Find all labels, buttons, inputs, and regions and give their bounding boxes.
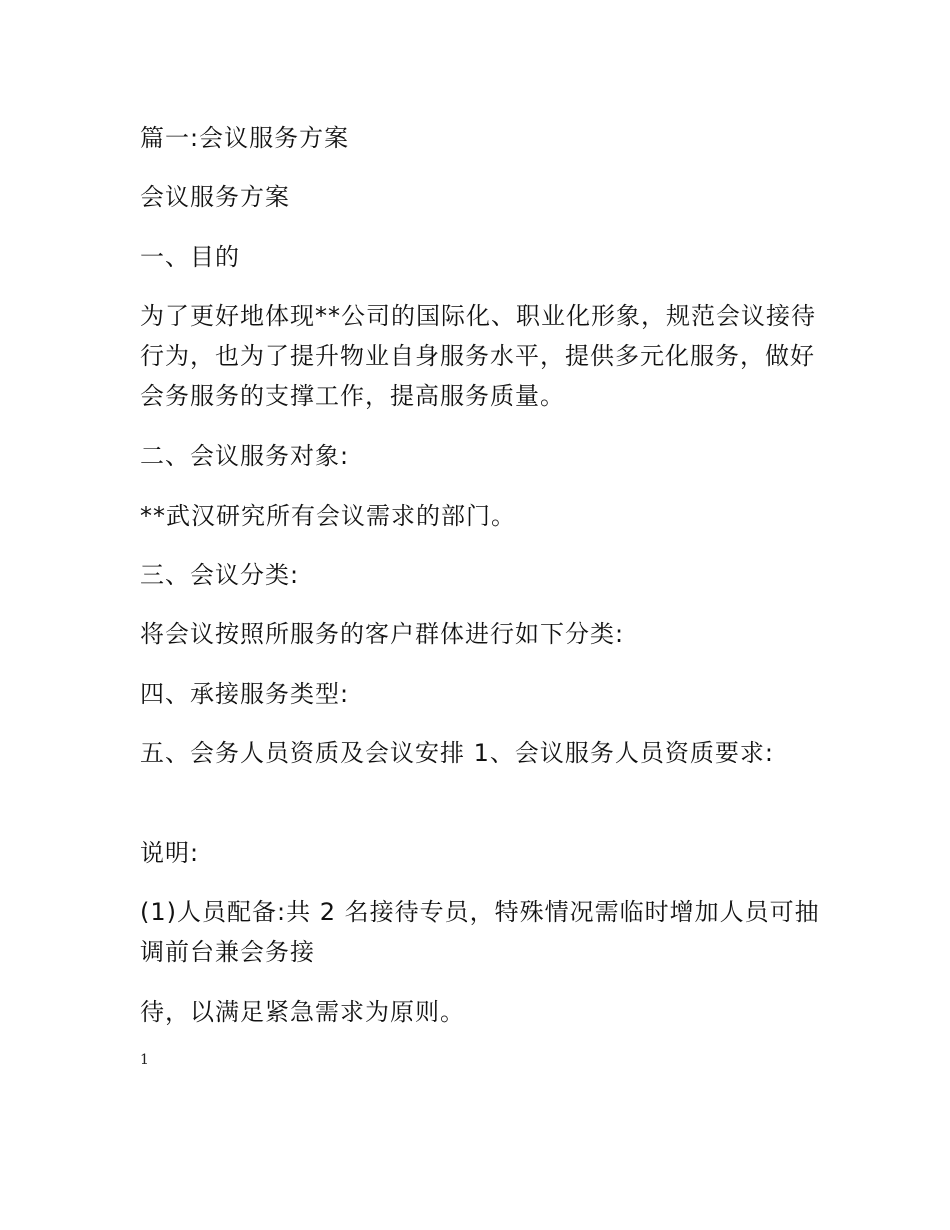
paragraph-staffing: (1)人员配备:共 2 名接待专员，特殊情况需临时增加人员可抽调前台兼会务接 [140,898,820,966]
heading-service-types: 四、承接服务类型: [140,680,350,708]
heading-meeting-classification: 三、会议分类: [140,561,300,589]
document-title: 会议服务方案 [140,183,290,211]
paragraph-staffing-continued: 待，以满足紧急需求为原则。 [140,998,465,1026]
heading-purpose: 一、目的 [140,243,240,271]
paragraph-service-target: **武汉研究所有会议需求的部门。 [140,502,516,530]
paragraph-meeting-classification: 将会议按照所服务的客户群体进行如下分类: [140,620,625,648]
heading-staff-qualification: 五、会务人员资质及会议安排 1、会议服务人员资质要求: [140,739,774,767]
page-number: 1 [140,1052,149,1068]
heading-service-target: 二、会议服务对象: [140,442,350,470]
label-note: 说明: [140,839,200,867]
paragraph-purpose: 为了更好地体现**公司的国际化、职业化形象，规范会议接待行为，也为了提升物业自身服务水平，提供多元化服务，做好会务服务的支撑工作，提高服务质量。 [140,302,816,410]
section-heading-part-one: 篇一:会议服务方案 [140,124,350,152]
